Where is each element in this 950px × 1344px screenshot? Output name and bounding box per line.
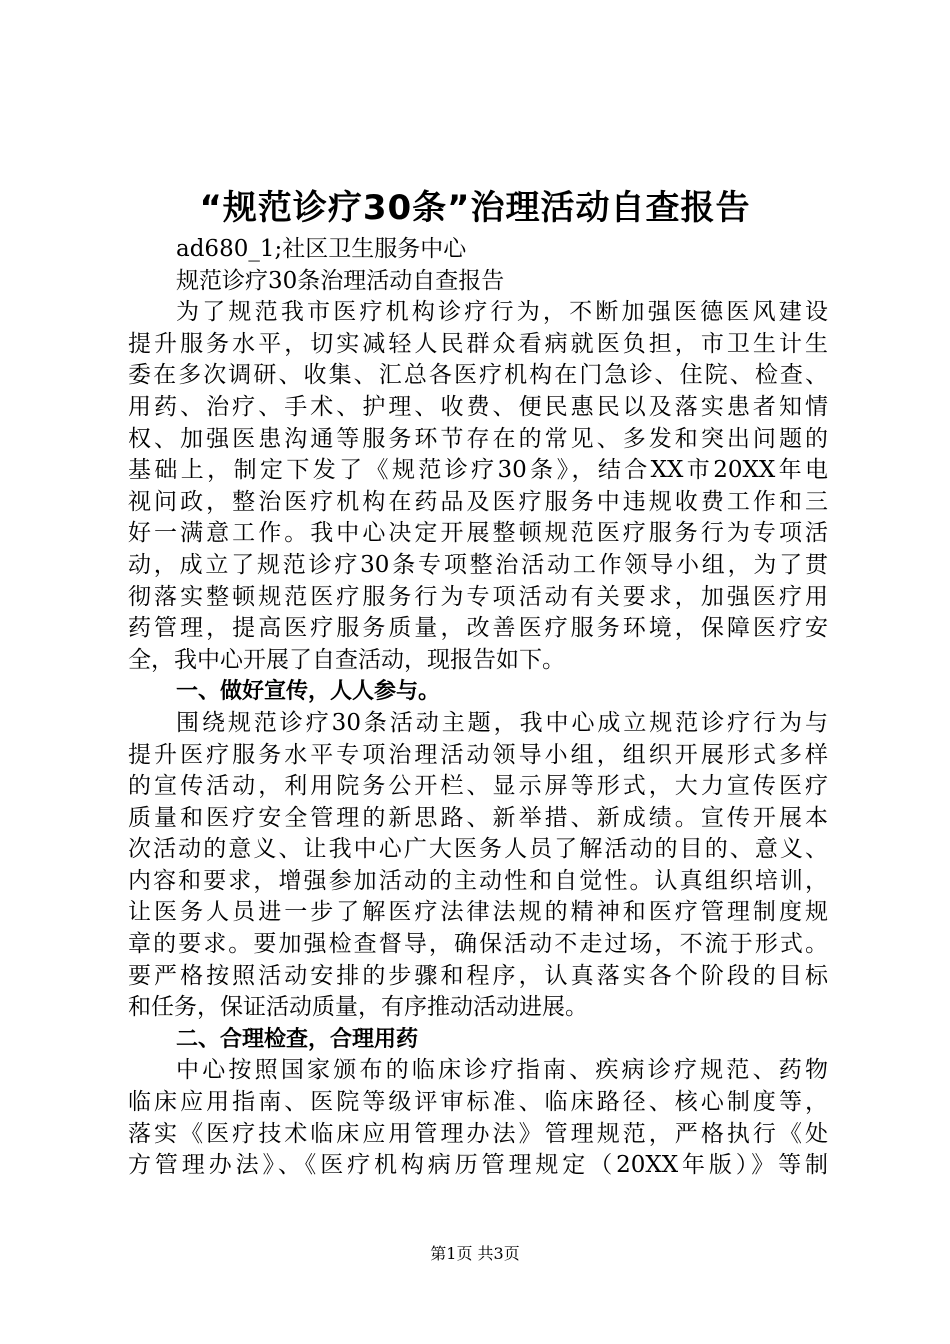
document-body bbox=[128, 234, 828, 1182]
paragraph-line: 围绕规范诊疗30条活动主题，我中心成立规范诊疗行为与 bbox=[176, 709, 828, 736]
paragraph-line: 章的要求。要加强检查督导，确保活动不走过场，不流于形式。 bbox=[128, 931, 828, 958]
paragraph-line: 彻落实整顿规范医疗服务行为专项活动有关要求，加强医疗用 bbox=[128, 583, 828, 610]
subtitle-line: 规范诊疗30条治理活动自查报告 bbox=[176, 267, 505, 294]
paragraph-line: 视问政，整治医疗机构在药品及医疗服务中违规收费工作和三 bbox=[128, 488, 828, 515]
paragraph-line: 的宣传活动，利用院务公开栏、显示屏等形式，大力宣传医疗 bbox=[128, 773, 828, 800]
paragraph-line: 中心按照国家颁布的临床诊疗指南、疾病诊疗规范、药物 bbox=[176, 1057, 828, 1084]
paragraph-line: 用药、治疗、手术、护理、收费、便民惠民以及落实患者知情 bbox=[128, 393, 828, 420]
paragraph-line: 让医务人员进一步了解医疗法律法规的精神和医疗管理制度规 bbox=[128, 899, 828, 926]
paragraph-line: 委在多次调研、收集、汇总各医疗机构在门急诊、住院、检查、 bbox=[128, 362, 828, 389]
paragraph-line: 临床应用指南、医院等级评审标准、临床路径、核心制度等， bbox=[128, 1089, 828, 1116]
page-number: 第1页 共3页 bbox=[430, 1244, 520, 1263]
paragraph-line: 好一满意工作。我中心决定开展整顿规范医疗服务行为专项活 bbox=[128, 520, 828, 547]
paragraph-line: 提升医疗服务水平专项治理活动领导小组，组织开展形式多样 bbox=[128, 741, 828, 768]
org-line: ad680_1;社区卫生服务中心 bbox=[176, 236, 467, 262]
paragraph-line: 落实《医疗技术临床应用管理办法》管理规范，严格执行《处 bbox=[128, 1120, 828, 1147]
paragraph-line: 次活动的意义、让我中心广大医务人员了解活动的目的、意义、 bbox=[128, 836, 828, 863]
paragraph-line: 内容和要求，增强参加活动的主动性和自觉性。认真组织培训， bbox=[128, 867, 828, 894]
paragraph-line: 要严格按照活动安排的步骤和程序，认真落实各个阶段的目标 bbox=[128, 962, 828, 989]
document-title: “规范诊疗30条”治理活动自查报告 bbox=[199, 188, 751, 228]
paragraph-line: 动，成立了规范诊疗30条专项整治活动工作领导小组，为了贯 bbox=[128, 551, 828, 578]
paragraph-line: 和任务，保证活动质量，有序推动活动进展。 bbox=[128, 994, 588, 1021]
paragraph-line: 方管理办法》、《医疗机构病历管理规定（20XX年版）》等制 bbox=[128, 1152, 828, 1179]
paragraph-line: 基础上，制定下发了《规范诊疗30条》，结合XX市20XX年电 bbox=[128, 457, 828, 484]
paragraph-line: 质量和医疗安全管理的新思路、新举措、新成绩。宣传开展本 bbox=[128, 804, 828, 831]
paragraph-line: 权、加强医患沟通等服务环节存在的常见、多发和突出问题的 bbox=[128, 425, 828, 452]
paragraph-line: 全，我中心开展了自查活动，现报告如下。 bbox=[128, 646, 565, 673]
section-heading-1: 一、做好宣传，人人参与。 bbox=[176, 679, 441, 705]
paragraph-line: 提升服务水平，切实减轻人民群众看病就医负担，市卫生计生 bbox=[128, 330, 828, 357]
paragraph-line: 为了规范我市医疗机构诊疗行为，不断加强医德医风建设 bbox=[176, 299, 828, 326]
section-heading-2: 二、合理检查，合理用药 bbox=[176, 1026, 419, 1052]
paragraph-line: 药管理，提高医疗服务质量，改善医疗服务环境，保障医疗安 bbox=[128, 615, 828, 642]
